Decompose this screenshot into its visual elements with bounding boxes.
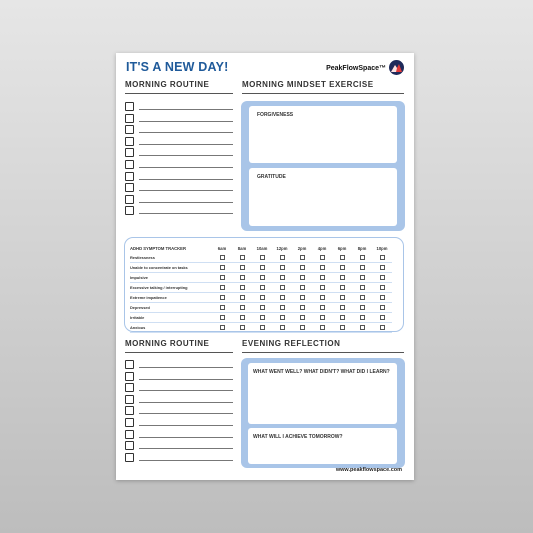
- symptom-checkbox[interactable]: [380, 315, 385, 320]
- symptom-cell: [352, 253, 372, 263]
- checkbox[interactable]: [125, 206, 134, 215]
- symptom-row: [130, 293, 392, 303]
- symptom-checkbox[interactable]: [380, 325, 385, 330]
- symptom-cell: [272, 303, 292, 313]
- symptom-cell: [232, 283, 252, 293]
- checkbox[interactable]: [125, 125, 134, 134]
- symptom-cell: [232, 273, 252, 283]
- symptom-checkbox[interactable]: [220, 325, 225, 330]
- symptom-checkbox[interactable]: [240, 295, 245, 300]
- heading-underline: [125, 352, 233, 353]
- tracker-title: ADHD SYMPTOM TRACKER: [130, 245, 186, 251]
- checklist-item: [125, 136, 233, 148]
- symptom-cell: [252, 313, 272, 323]
- symptom-checkbox[interactable]: [260, 275, 265, 280]
- symptom-checkbox[interactable]: [260, 315, 265, 320]
- time-column-header: 8am: [237, 245, 247, 251]
- write-in-line[interactable]: [139, 202, 233, 203]
- symptom-checkbox[interactable]: [360, 325, 365, 330]
- symptom-checkbox[interactable]: [340, 255, 345, 260]
- symptom-cell: [332, 323, 352, 333]
- symptom-label: Unable to concentrate on tasks: [130, 263, 212, 273]
- checkbox[interactable]: [125, 383, 134, 392]
- checkbox[interactable]: [125, 172, 134, 181]
- symptom-cell: [352, 303, 372, 313]
- symptom-cell: [252, 323, 272, 333]
- write-in-line[interactable]: [139, 413, 233, 414]
- checkbox[interactable]: [125, 406, 134, 415]
- symptom-checkbox[interactable]: [260, 305, 265, 310]
- symptom-checkbox[interactable]: [280, 295, 285, 300]
- time-column-header: 10am: [256, 245, 268, 251]
- symptom-cell: [372, 293, 392, 303]
- symptom-checkbox[interactable]: [280, 325, 285, 330]
- symptom-cell: [372, 323, 392, 333]
- symptom-checkbox[interactable]: [300, 255, 305, 260]
- symptom-checkbox[interactable]: [220, 275, 225, 280]
- symptom-checkbox[interactable]: [320, 265, 325, 270]
- checklist-item: [125, 171, 233, 183]
- checklist-item: [125, 194, 233, 206]
- symptom-label: Excessive talking / interrupting: [130, 283, 212, 293]
- symptom-cell: [212, 313, 232, 323]
- symptom-cell: [252, 263, 272, 273]
- symptom-checkbox[interactable]: [360, 305, 365, 310]
- symptom-checkbox[interactable]: [240, 315, 245, 320]
- symptom-cell: [332, 293, 352, 303]
- symptom-checkbox[interactable]: [320, 285, 325, 290]
- symptom-cell: [212, 323, 232, 333]
- symptom-cell: [272, 253, 292, 263]
- symptom-checkbox[interactable]: [240, 265, 245, 270]
- symptom-checkbox[interactable]: [320, 275, 325, 280]
- symptom-cell: [232, 263, 252, 273]
- symptom-checkbox[interactable]: [320, 255, 325, 260]
- symptom-checkbox[interactable]: [360, 275, 365, 280]
- symptom-checkbox[interactable]: [220, 265, 225, 270]
- symptom-cell: [272, 263, 292, 273]
- symptom-checkbox[interactable]: [240, 305, 245, 310]
- website-url: www.peakflowspace.com: [335, 467, 402, 473]
- mountain-logo-icon: [389, 60, 404, 75]
- symptom-checkbox[interactable]: [220, 285, 225, 290]
- checklist-item: [125, 182, 233, 194]
- symptom-cell: [212, 263, 232, 273]
- gratitude-box[interactable]: [249, 168, 397, 226]
- symptom-cell: [292, 263, 312, 273]
- symptom-checkbox[interactable]: [380, 275, 385, 280]
- write-in-line[interactable]: [139, 167, 233, 168]
- symptom-checkbox[interactable]: [340, 325, 345, 330]
- symptom-cell: [212, 303, 232, 313]
- write-in-line[interactable]: [139, 437, 233, 438]
- mindset-panel: [241, 101, 405, 231]
- checkbox[interactable]: [125, 441, 134, 450]
- symptom-checkbox[interactable]: [340, 285, 345, 290]
- symptom-cell: [332, 283, 352, 293]
- symptom-cell: [312, 273, 332, 283]
- symptom-checkbox[interactable]: [260, 285, 265, 290]
- write-in-line[interactable]: [139, 190, 233, 191]
- symptom-cell: [372, 283, 392, 293]
- symptom-checkbox[interactable]: [280, 305, 285, 310]
- checklist-item: [125, 159, 233, 171]
- symptom-cell: [312, 253, 332, 263]
- symptom-checkbox[interactable]: [300, 305, 305, 310]
- symptom-label: Restlessness: [130, 253, 212, 263]
- symptom-cell: [292, 253, 312, 263]
- symptom-cell: [292, 323, 312, 333]
- checkbox[interactable]: [125, 195, 134, 204]
- symptom-cell: [312, 293, 332, 303]
- symptom-cell: [232, 303, 252, 313]
- time-column-header: 10pm: [376, 245, 388, 251]
- symptom-checkbox[interactable]: [380, 265, 385, 270]
- checklist-item: [125, 205, 233, 217]
- mindset-heading: MORNING MINDSET EXERCISE: [242, 80, 374, 89]
- morning-routine-checklist: [125, 101, 233, 217]
- time-column-header: 6pm: [337, 245, 347, 251]
- write-in-line[interactable]: [139, 425, 233, 426]
- symptom-cell: [252, 283, 272, 293]
- symptom-cell: [252, 253, 272, 263]
- symptom-checkbox[interactable]: [240, 325, 245, 330]
- symptom-checkbox[interactable]: [360, 315, 365, 320]
- write-in-line[interactable]: [139, 213, 233, 214]
- symptom-checkbox[interactable]: [360, 285, 365, 290]
- symptom-cell: [272, 293, 292, 303]
- symptom-cell: [232, 313, 252, 323]
- symptom-checkbox[interactable]: [380, 295, 385, 300]
- checkbox[interactable]: [125, 160, 134, 169]
- symptom-checkbox[interactable]: [340, 305, 345, 310]
- checkbox[interactable]: [125, 114, 134, 123]
- symptom-cell: [332, 303, 352, 313]
- symptom-checkbox[interactable]: [280, 265, 285, 270]
- symptom-row: [130, 313, 392, 323]
- symptom-row: [130, 303, 392, 313]
- write-in-line[interactable]: [139, 402, 233, 403]
- symptom-checkbox[interactable]: [320, 295, 325, 300]
- symptom-cell: [272, 313, 292, 323]
- heading-underline: [242, 93, 404, 94]
- symptom-checkbox[interactable]: [300, 275, 305, 280]
- symptom-cell: [372, 303, 392, 313]
- forgiveness-label: FORGIVENESS: [257, 112, 294, 118]
- symptom-cell: [212, 253, 232, 263]
- symptom-cell: [332, 313, 352, 323]
- write-in-line[interactable]: [139, 179, 233, 180]
- checklist-item: [125, 394, 233, 406]
- symptom-cell: [212, 293, 232, 303]
- symptom-cell: [212, 273, 232, 283]
- time-column-header: 4pm: [317, 245, 327, 251]
- symptom-checkbox[interactable]: [280, 275, 285, 280]
- symptom-cell: [252, 303, 272, 313]
- symptom-cell: [312, 323, 332, 333]
- symptom-label: Depressed: [130, 303, 212, 313]
- symptom-label: Irritable: [130, 313, 212, 323]
- time-column-header: 12pm: [276, 245, 288, 251]
- checklist-item: [125, 405, 233, 417]
- symptom-cell: [332, 273, 352, 283]
- brand-name: PeakFlowSpace™: [326, 65, 386, 72]
- symptom-label: Impulsive: [130, 273, 212, 283]
- checkbox[interactable]: [125, 453, 134, 462]
- time-column-header: 8pm: [357, 245, 367, 251]
- symptom-checkbox[interactable]: [360, 255, 365, 260]
- evening-reflection-heading: EVENING REFLECTION: [242, 339, 341, 348]
- checklist-item: [125, 124, 233, 136]
- checklist-item: [125, 382, 233, 394]
- symptom-cell: [332, 263, 352, 273]
- morning-routine-checklist-2: [125, 359, 233, 463]
- morning-routine-heading: MORNING ROUTINE: [125, 80, 210, 89]
- planner-sheet: [116, 53, 414, 480]
- symptom-checkbox[interactable]: [280, 285, 285, 290]
- morning-routine-heading-2: MORNING ROUTINE: [125, 339, 210, 348]
- symptom-cell: [232, 323, 252, 333]
- checklist-item: [125, 147, 233, 159]
- symptom-cell: [372, 253, 392, 263]
- checkbox[interactable]: [125, 430, 134, 439]
- symptom-cell: [352, 283, 372, 293]
- symptom-checkbox[interactable]: [360, 265, 365, 270]
- symptom-cell: [292, 303, 312, 313]
- symptom-checkbox[interactable]: [260, 265, 265, 270]
- checkbox[interactable]: [125, 183, 134, 192]
- gratitude-label: GRATITUDE: [257, 174, 286, 180]
- symptom-checkbox[interactable]: [260, 295, 265, 300]
- symptom-cell: [352, 313, 372, 323]
- symptom-row: [130, 323, 392, 333]
- symptom-cell: [292, 313, 312, 323]
- symptom-cell: [252, 273, 272, 283]
- page-title: IT'S A NEW DAY!: [126, 60, 229, 74]
- symptom-row: [130, 253, 392, 263]
- symptom-cell: [292, 293, 312, 303]
- symptom-cell: [312, 283, 332, 293]
- symptom-checkbox[interactable]: [280, 255, 285, 260]
- symptom-checkbox[interactable]: [380, 305, 385, 310]
- went-well-label: WHAT WENT WELL? WHAT DIDN'T? WHAT DID I LEARN?: [253, 369, 390, 375]
- tomorrow-label: WHAT WILL I ACHIEVE TOMORROW?: [253, 434, 343, 440]
- checklist-item: [125, 417, 233, 429]
- checkbox[interactable]: [125, 395, 134, 404]
- write-in-line[interactable]: [139, 132, 233, 133]
- heading-underline: [125, 93, 233, 94]
- checkbox[interactable]: [125, 148, 134, 157]
- symptom-cell: [372, 263, 392, 273]
- write-in-line[interactable]: [139, 460, 233, 461]
- symptom-cell: [252, 293, 272, 303]
- checkbox[interactable]: [125, 102, 134, 111]
- symptom-checkbox[interactable]: [300, 325, 305, 330]
- checkbox[interactable]: [125, 418, 134, 427]
- symptom-checkbox[interactable]: [380, 285, 385, 290]
- forgiveness-box[interactable]: [249, 106, 397, 163]
- symptom-checkbox[interactable]: [320, 315, 325, 320]
- symptom-cell: [292, 283, 312, 293]
- checklist-item: [125, 429, 233, 441]
- symptom-checkbox[interactable]: [220, 315, 225, 320]
- checkbox[interactable]: [125, 137, 134, 146]
- symptom-checkbox[interactable]: [340, 275, 345, 280]
- symptom-cell: [312, 303, 332, 313]
- symptom-checkbox[interactable]: [260, 255, 265, 260]
- heading-underline: [242, 352, 404, 353]
- symptom-cell: [272, 283, 292, 293]
- symptom-cell: [272, 323, 292, 333]
- symptom-checkbox[interactable]: [300, 315, 305, 320]
- symptom-checkbox[interactable]: [320, 325, 325, 330]
- symptom-cell: [272, 273, 292, 283]
- checklist-item: [125, 440, 233, 452]
- symptom-cell: [352, 263, 372, 273]
- checklist-item: [125, 371, 233, 383]
- checkbox[interactable]: [125, 360, 134, 369]
- write-in-line[interactable]: [139, 109, 233, 110]
- symptom-cell: [232, 253, 252, 263]
- write-in-line[interactable]: [139, 448, 233, 449]
- time-column-header: 6am: [217, 245, 227, 251]
- write-in-line[interactable]: [139, 367, 233, 368]
- write-in-line[interactable]: [139, 144, 233, 145]
- write-in-line[interactable]: [139, 390, 233, 391]
- symptom-row: [130, 283, 392, 293]
- symptom-cell: [312, 263, 332, 273]
- evening-panel: [241, 358, 405, 468]
- symptom-checkbox[interactable]: [300, 285, 305, 290]
- write-in-line[interactable]: [139, 155, 233, 156]
- tomorrow-box[interactable]: [248, 428, 397, 464]
- symptom-cell: [212, 283, 232, 293]
- symptom-cell: [352, 323, 372, 333]
- symptom-checkbox[interactable]: [300, 295, 305, 300]
- went-well-box[interactable]: [248, 363, 397, 424]
- symptom-checkbox[interactable]: [300, 265, 305, 270]
- symptom-cell: [352, 273, 372, 283]
- symptom-label: Extreme impatience: [130, 293, 212, 303]
- symptom-tracker: [124, 237, 404, 332]
- symptom-cell: [292, 273, 312, 283]
- symptom-checkbox[interactable]: [260, 325, 265, 330]
- symptom-checkbox[interactable]: [240, 285, 245, 290]
- symptom-cell: [352, 293, 372, 303]
- symptom-checkbox[interactable]: [240, 255, 245, 260]
- checklist-item: [125, 101, 233, 113]
- checklist-item: [125, 452, 233, 464]
- checkbox[interactable]: [125, 372, 134, 381]
- symptom-cell: [232, 293, 252, 303]
- symptom-checkbox[interactable]: [340, 295, 345, 300]
- checklist-item: [125, 113, 233, 125]
- symptom-cell: [372, 273, 392, 283]
- symptom-row: [130, 273, 392, 283]
- symptom-label: Anxious: [130, 323, 212, 333]
- write-in-line[interactable]: [139, 121, 233, 122]
- time-column-header: 2pm: [297, 245, 307, 251]
- symptom-checkbox[interactable]: [220, 295, 225, 300]
- symptom-checkbox[interactable]: [220, 255, 225, 260]
- symptom-checkbox[interactable]: [340, 315, 345, 320]
- symptom-cell: [372, 313, 392, 323]
- symptom-tracker-table: [130, 243, 392, 333]
- symptom-cell: [312, 313, 332, 323]
- symptom-checkbox[interactable]: [340, 265, 345, 270]
- symptom-checkbox[interactable]: [320, 305, 325, 310]
- symptom-checkbox[interactable]: [280, 315, 285, 320]
- write-in-line[interactable]: [139, 379, 233, 380]
- symptom-cell: [332, 253, 352, 263]
- symptom-checkbox[interactable]: [220, 305, 225, 310]
- symptom-row: [130, 263, 392, 273]
- symptom-checkbox[interactable]: [360, 295, 365, 300]
- symptom-checkbox[interactable]: [380, 255, 385, 260]
- symptom-checkbox[interactable]: [240, 275, 245, 280]
- checklist-item: [125, 359, 233, 371]
